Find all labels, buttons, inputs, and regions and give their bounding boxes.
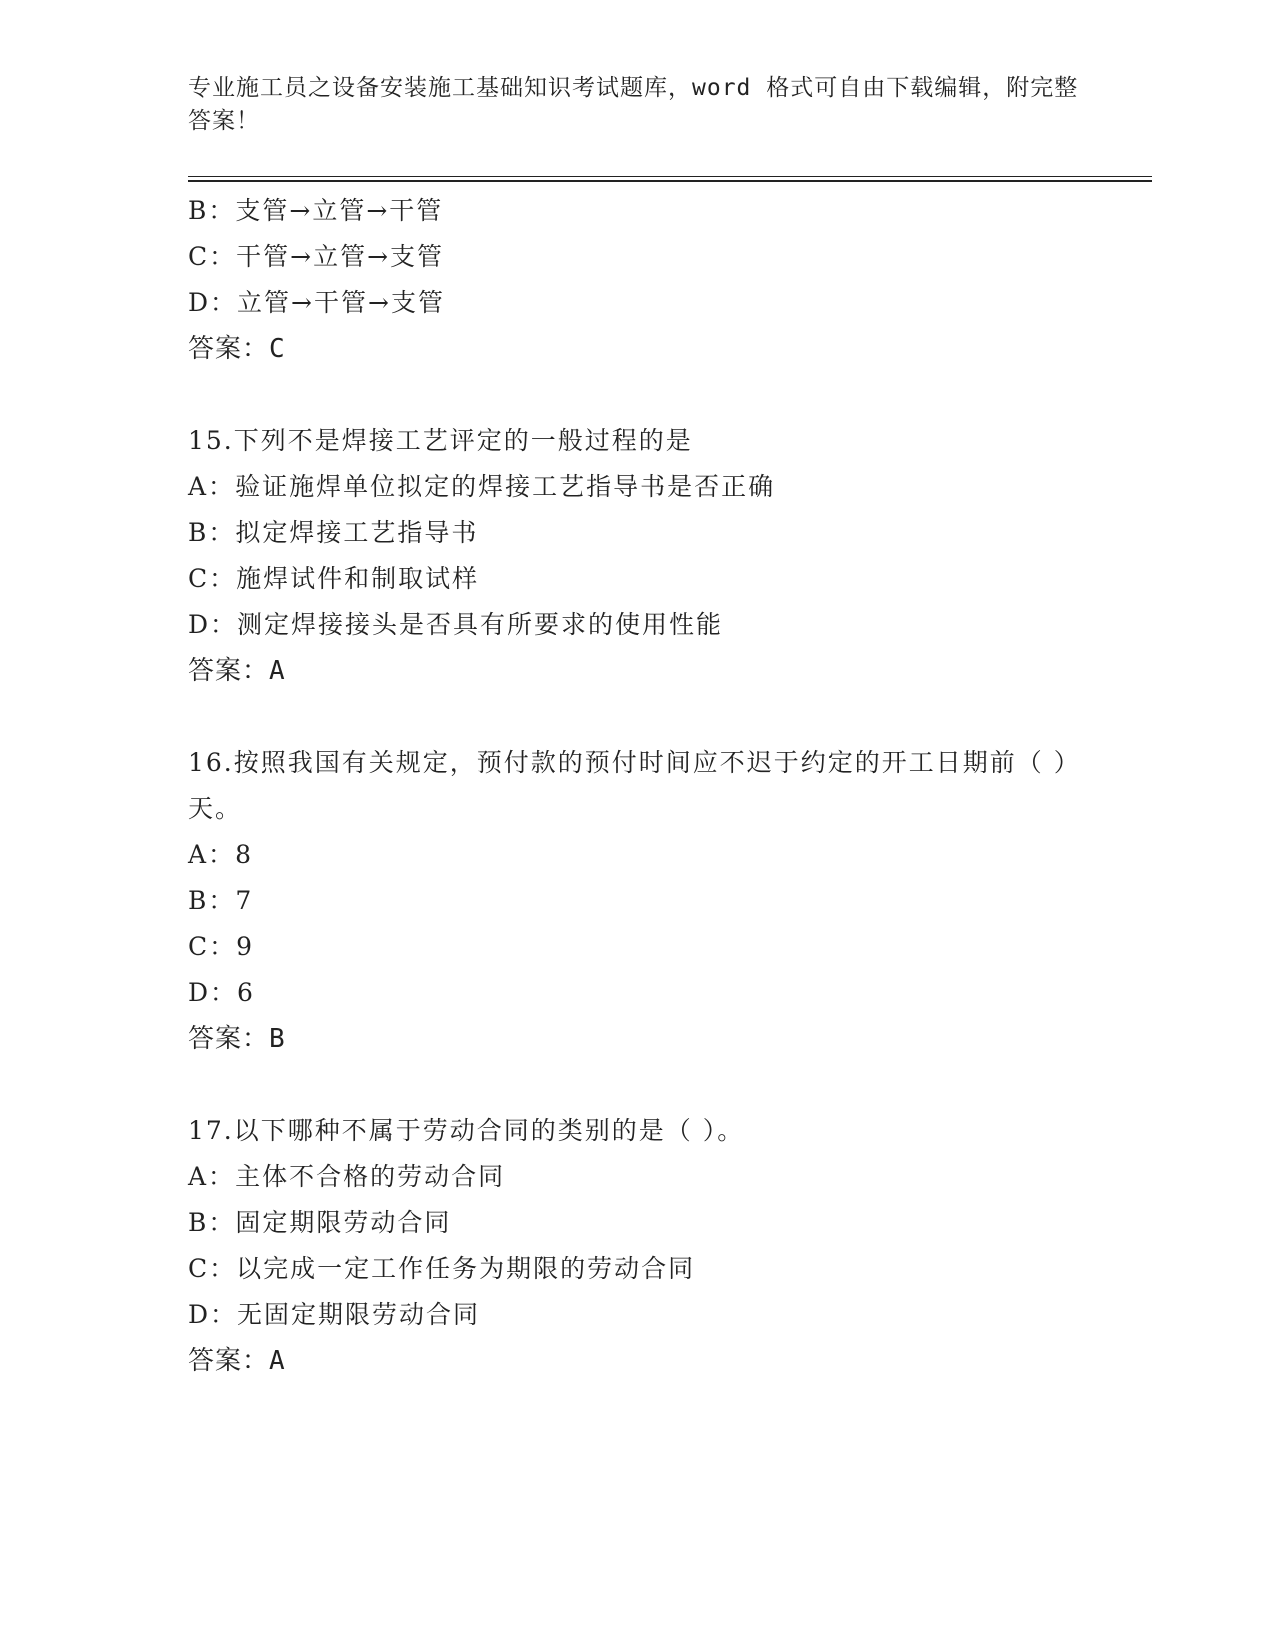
spacer — [188, 694, 1108, 740]
option-label: C： — [188, 564, 237, 593]
header-rule-thick — [188, 180, 1152, 182]
option-label: D： — [188, 610, 238, 639]
option-label: C： — [188, 1254, 237, 1283]
answer-line: 答案：B — [188, 1024, 286, 1054]
question-stem: 16.按照我国有关规定，预付款的预付时间应不迟于约定的开工日期前（ ）天。 — [188, 748, 1081, 823]
option-label: B： — [188, 518, 236, 547]
option-label: D： — [188, 288, 238, 317]
question-list — [188, 188, 1108, 1384]
option-d — [188, 970, 1108, 1016]
option-label: B： — [188, 196, 236, 225]
question-carryover — [188, 188, 1108, 372]
option-text: 立管→干管→支管 — [237, 288, 445, 317]
question-17 — [188, 1108, 1108, 1384]
option-label: A： — [188, 840, 236, 869]
option-text: 6 — [237, 978, 255, 1007]
option-b — [188, 1200, 1108, 1246]
option-d — [188, 602, 1108, 648]
option-d — [188, 1292, 1108, 1338]
option-label: B： — [188, 886, 236, 915]
question-16 — [188, 740, 1108, 1062]
option-a — [188, 1154, 1108, 1200]
option-label: A： — [188, 472, 236, 501]
option-text: 以完成一定工作任务为期限的劳动合同 — [236, 1254, 696, 1283]
option-b — [188, 188, 1108, 234]
header-rule-thin — [188, 176, 1152, 177]
option-b — [188, 510, 1108, 556]
option-text: 8 — [235, 840, 253, 869]
option-text: 施焊试件和制取试样 — [236, 564, 480, 593]
answer-line: 答案：A — [188, 656, 286, 686]
option-a — [188, 832, 1108, 878]
option-text: 无固定期限劳动合同 — [237, 1300, 481, 1329]
option-text: 测定焊接接头是否具有所要求的使用性能 — [237, 610, 724, 639]
option-label: B： — [188, 1208, 236, 1237]
option-label: D： — [188, 978, 238, 1007]
option-label: C： — [188, 932, 237, 961]
option-text: 干管→立管→支管 — [236, 242, 445, 271]
option-text: 7 — [235, 886, 254, 915]
option-text: 主体不合格的劳动合同 — [235, 1162, 506, 1191]
option-text: 验证施焊单位拟定的焊接工艺指导书是否正确 — [235, 472, 776, 501]
question-stem: 15.下列不是焊接工艺评定的一般过程的是 — [188, 426, 693, 455]
option-text: 支管→立管→干管 — [235, 196, 444, 225]
option-c — [188, 556, 1108, 602]
question-15 — [188, 418, 1108, 694]
option-c — [188, 234, 1108, 280]
option-b — [188, 878, 1108, 924]
option-text: 固定期限劳动合同 — [235, 1208, 452, 1237]
option-text: 拟定焊接工艺指导书 — [235, 518, 479, 547]
option-c — [188, 1246, 1108, 1292]
option-label: A： — [188, 1162, 236, 1191]
question-stem: 17.以下哪种不属于劳动合同的类别的是（ ）。 — [188, 1116, 745, 1145]
spacer — [188, 372, 1108, 418]
spacer — [188, 1062, 1108, 1108]
option-a — [188, 464, 1108, 510]
option-label: C： — [188, 242, 237, 271]
option-d — [188, 280, 1108, 326]
option-label: D： — [188, 1300, 238, 1329]
option-c — [188, 924, 1108, 970]
option-text: 9 — [236, 932, 255, 961]
document-header: 专业施工员之设备安装施工基础知识考试题库，word 格式可自由下载编辑，附完整答案！ — [188, 75, 1079, 134]
answer-line: 答案：C — [188, 334, 286, 364]
answer-line: 答案：A — [188, 1346, 286, 1376]
